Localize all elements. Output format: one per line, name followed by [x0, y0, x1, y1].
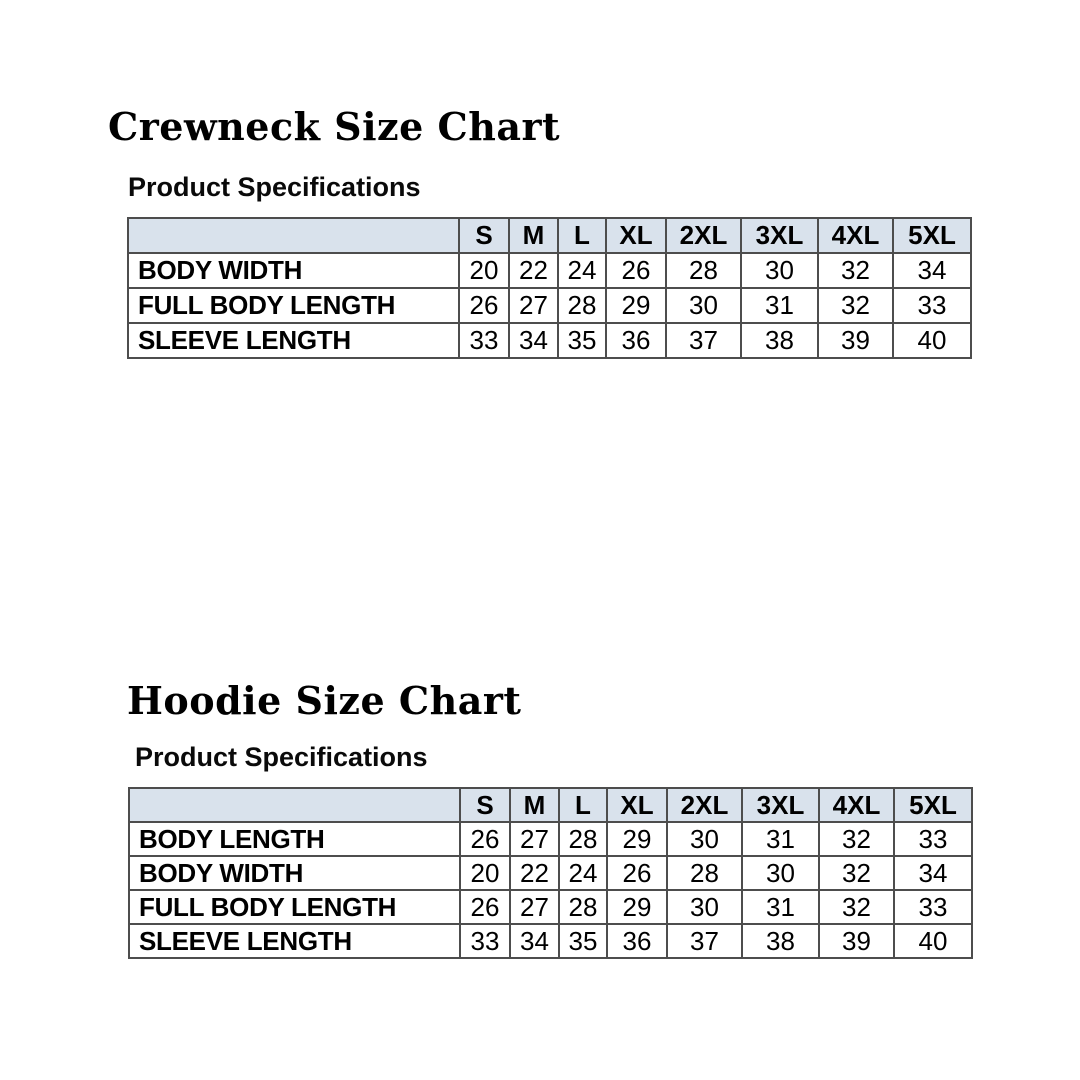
- value-cell: 28: [667, 856, 742, 890]
- value-cell: 33: [894, 822, 972, 856]
- value-cell: 32: [818, 253, 893, 288]
- value-cell: 31: [742, 822, 819, 856]
- hoodie-spec-table: [128, 787, 973, 959]
- value-cell: 38: [741, 323, 818, 358]
- spec-row: [129, 822, 972, 856]
- value-cell: 39: [819, 924, 894, 958]
- value-cell: 28: [559, 890, 607, 924]
- size-header-xl: XL: [606, 218, 666, 253]
- value-cell: 36: [607, 924, 667, 958]
- value-cell: 39: [818, 323, 893, 358]
- value-cell: 26: [607, 856, 667, 890]
- value-cell: 22: [509, 253, 558, 288]
- value-cell: 32: [819, 856, 894, 890]
- size-header-m: M: [509, 218, 558, 253]
- value-cell: 34: [894, 856, 972, 890]
- value-cell: 40: [893, 323, 971, 358]
- value-cell: 31: [742, 890, 819, 924]
- value-cell: 36: [606, 323, 666, 358]
- spec-row: [128, 253, 971, 288]
- value-cell: 26: [606, 253, 666, 288]
- value-cell: 38: [742, 924, 819, 958]
- value-cell: 33: [893, 288, 971, 323]
- hoodie-chart-title: Hoodie Size Chart: [127, 678, 522, 723]
- row-label: SLEEVE LENGTH: [129, 924, 460, 958]
- crewneck-spec-table: [127, 217, 972, 359]
- value-cell: 27: [510, 822, 559, 856]
- value-cell: 30: [742, 856, 819, 890]
- value-cell: 34: [893, 253, 971, 288]
- size-header-row: [129, 788, 972, 822]
- value-cell: 37: [666, 323, 741, 358]
- value-cell: 27: [509, 288, 558, 323]
- value-cell: 35: [558, 323, 606, 358]
- value-cell: 34: [510, 924, 559, 958]
- crewneck-chart-title: Crewneck Size Chart: [108, 104, 561, 149]
- value-cell: 37: [667, 924, 742, 958]
- value-cell: 29: [606, 288, 666, 323]
- size-header-3xl: 3XL: [742, 788, 819, 822]
- spec-row: [129, 890, 972, 924]
- value-cell: 32: [819, 822, 894, 856]
- value-cell: 28: [666, 253, 741, 288]
- value-cell: 26: [460, 822, 510, 856]
- value-cell: 20: [460, 856, 510, 890]
- corner-cell: [128, 218, 459, 253]
- size-header-l: L: [559, 788, 607, 822]
- size-header-s: S: [459, 218, 509, 253]
- row-label: BODY WIDTH: [129, 856, 460, 890]
- spec-row: [128, 288, 971, 323]
- value-cell: 20: [459, 253, 509, 288]
- value-cell: 22: [510, 856, 559, 890]
- value-cell: 40: [894, 924, 972, 958]
- size-header-row: [128, 218, 971, 253]
- size-header-m: M: [510, 788, 559, 822]
- row-label: BODY LENGTH: [129, 822, 460, 856]
- size-header-l: L: [558, 218, 606, 253]
- spec-row: [128, 323, 971, 358]
- value-cell: 34: [509, 323, 558, 358]
- value-cell: 30: [667, 822, 742, 856]
- value-cell: 28: [559, 822, 607, 856]
- size-header-xl: XL: [607, 788, 667, 822]
- hoodie-subtitle: Product Specifications: [135, 742, 428, 772]
- size-header-4xl: 4XL: [818, 218, 893, 253]
- value-cell: 28: [558, 288, 606, 323]
- size-header-3xl: 3XL: [741, 218, 818, 253]
- row-label: FULL BODY LENGTH: [128, 288, 459, 323]
- value-cell: 32: [818, 288, 893, 323]
- value-cell: 29: [607, 890, 667, 924]
- spec-row: [129, 856, 972, 890]
- value-cell: 32: [819, 890, 894, 924]
- size-header-s: S: [460, 788, 510, 822]
- value-cell: 35: [559, 924, 607, 958]
- value-cell: 24: [559, 856, 607, 890]
- size-header-5xl: 5XL: [893, 218, 971, 253]
- value-cell: 26: [460, 890, 510, 924]
- value-cell: 26: [459, 288, 509, 323]
- size-header-4xl: 4XL: [819, 788, 894, 822]
- value-cell: 30: [667, 890, 742, 924]
- value-cell: 33: [460, 924, 510, 958]
- corner-cell: [129, 788, 460, 822]
- value-cell: 30: [741, 253, 818, 288]
- row-label: SLEEVE LENGTH: [128, 323, 459, 358]
- row-label: BODY WIDTH: [128, 253, 459, 288]
- value-cell: 31: [741, 288, 818, 323]
- crewneck-subtitle: Product Specifications: [128, 172, 421, 202]
- value-cell: 29: [607, 822, 667, 856]
- value-cell: 27: [510, 890, 559, 924]
- value-cell: 33: [894, 890, 972, 924]
- size-header-2xl: 2XL: [666, 218, 741, 253]
- size-header-5xl: 5XL: [894, 788, 972, 822]
- value-cell: 24: [558, 253, 606, 288]
- size-header-2xl: 2XL: [667, 788, 742, 822]
- spec-row: [129, 924, 972, 958]
- row-label: FULL BODY LENGTH: [129, 890, 460, 924]
- value-cell: 33: [459, 323, 509, 358]
- value-cell: 30: [666, 288, 741, 323]
